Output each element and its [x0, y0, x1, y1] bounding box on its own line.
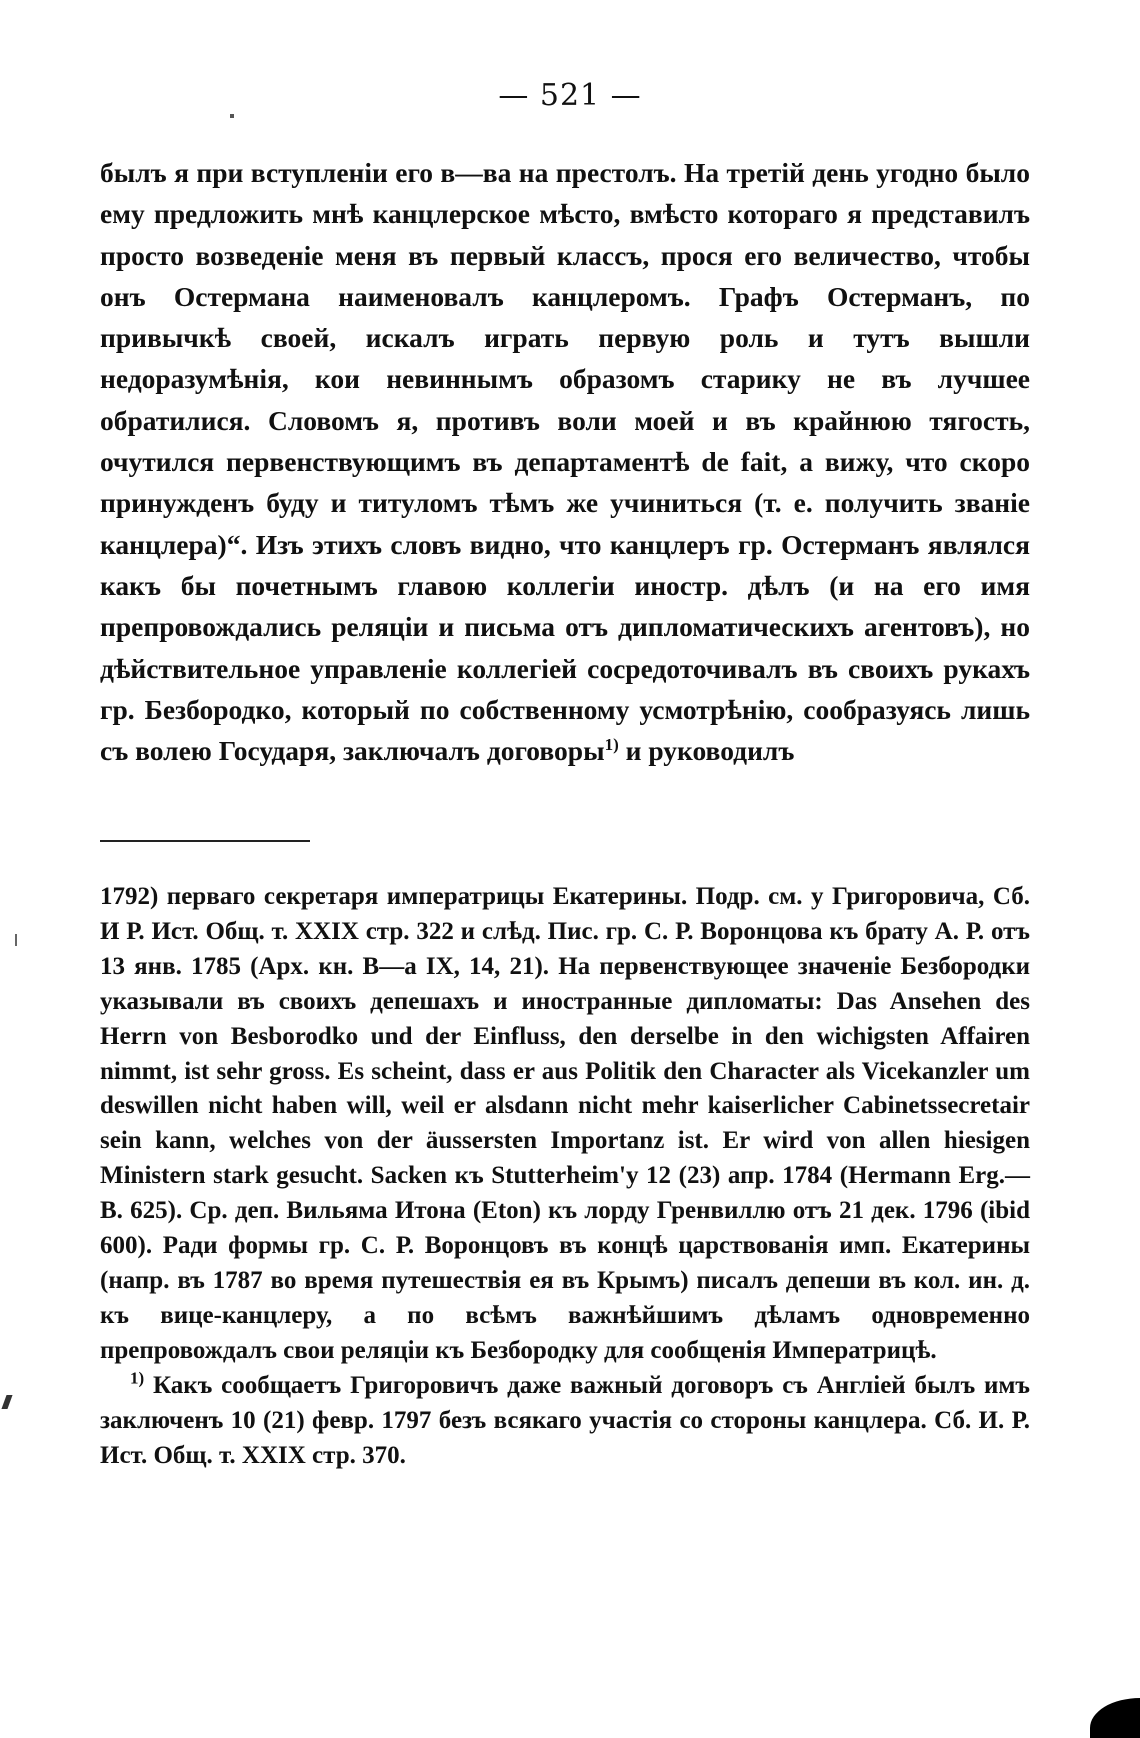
scan-speck	[15, 934, 17, 946]
footnote-separator	[100, 840, 310, 842]
main-text-part-1: былъ я при вступленіи его в—ва на престолъ. На третій день угодно было ему предложить мнѣ канцлерское мѣсто, вмѣсто котораго я представилъ просто возведеніе меня въ первый классъ, прося его величество, чтобы онъ Остермана наименовалъ канцлеромъ. Графъ Остерманъ, по привычкѣ своей, искалъ играть первую роль и тутъ вышли недоразумѣнія, кои невиннымъ образомъ старику не въ лучшее обратилися. Словомъ я, противъ воли моей и въ крайнюю тягость, очутился первенствующимъ въ департаментѣ de fait, а вижу, что скоро принужденъ буду и титуломъ тѣмъ же учиниться (т. е. получить званіе канцлера)“. Изъ этихъ словъ видно, что канцлеръ гр. Остерманъ являлся какъ бы почетнымъ главою коллегіи иностр. дѣлъ (и на его имя препровождались реляціи и письма отъ дипломатическихъ агентовъ), но дѣйствительное управленіе коллегіей сосредоточивалъ въ своихъ рукахъ гр. Безбородко, который по собственному усмотрѣнію, сообразуясь лишь съ волею Государя, заключалъ договоры	[100, 157, 1030, 767]
footnote-continued: 1792) перваго секретаря императрицы Екатерины. Подр. см. у Григоровича, Сб. И Р. Ист. Общ. т. XXIX стр. 322 и слѣд. Пис. гр. С. Р. Воронцова къ брату А. Р. отъ 13 янв. 1785 (Арх. кн. В—а IX, 14, 21). На первенствующее значеніе Безбородки указывали въ своихъ депешахъ и иностранные дипломаты: Das Ansehen des Herrn von Besborodko und der Einfluss, den derselbe in den wichigsten Affairen nimmt, ist sehr gross. Es scheint, dass er aus Politik den Character als Vicekanzler um deswillen nicht haben will, weil er alsdann nicht mehr kaiserlicher Cabinetssecretair sein kann, welches von der äussersten Importanz ist. Er wird von allen hiesigen Ministern stark gesucht. Sacken къ Stutterheim'у 12 (23) апр. 1784 (Hermann Erg.—B. 625). Ср. деп. Вильяма Итона (Eton) къ лорду Гренвиллю отъ 21 дек. 1796 (ibid 600). Ради формы гр. С. Р. Воронцовъ въ концѣ царствованія имп. Екатерины (напр. въ 1787 во время путешествія ея въ Крымъ) писалъ депеши въ кол. ин. д. къ вице-канцлеру, а по всѣмъ важнѣйшимъ дѣламъ одновременно препровождалъ свои реляціи къ Безбородку для сообщенія Императрицѣ.	[100, 883, 1030, 1364]
scan-speck	[230, 114, 234, 118]
footnote-marker: 1)	[130, 1368, 145, 1388]
page-number: — 521 —	[498, 78, 642, 113]
main-paragraph	[100, 152, 1030, 771]
main-text-part-2: и руководилъ	[625, 735, 795, 767]
scan-artifact	[1090, 1698, 1140, 1738]
scan-speck	[1, 1395, 12, 1409]
footnotes-block	[100, 880, 1030, 1473]
footnote-1	[100, 1369, 1030, 1474]
footnote-1-text: Какъ сообщаетъ Григоровичъ даже важный договоръ съ Англіей былъ имъ заключенъ 10 (21) февр. 1797 безъ всякаго участія со стороны канцлера. Сб. И. Р. Ист. Общ. т. XXIX стр. 370.	[100, 1371, 1030, 1469]
footnote-reference: 1)	[604, 735, 619, 754]
